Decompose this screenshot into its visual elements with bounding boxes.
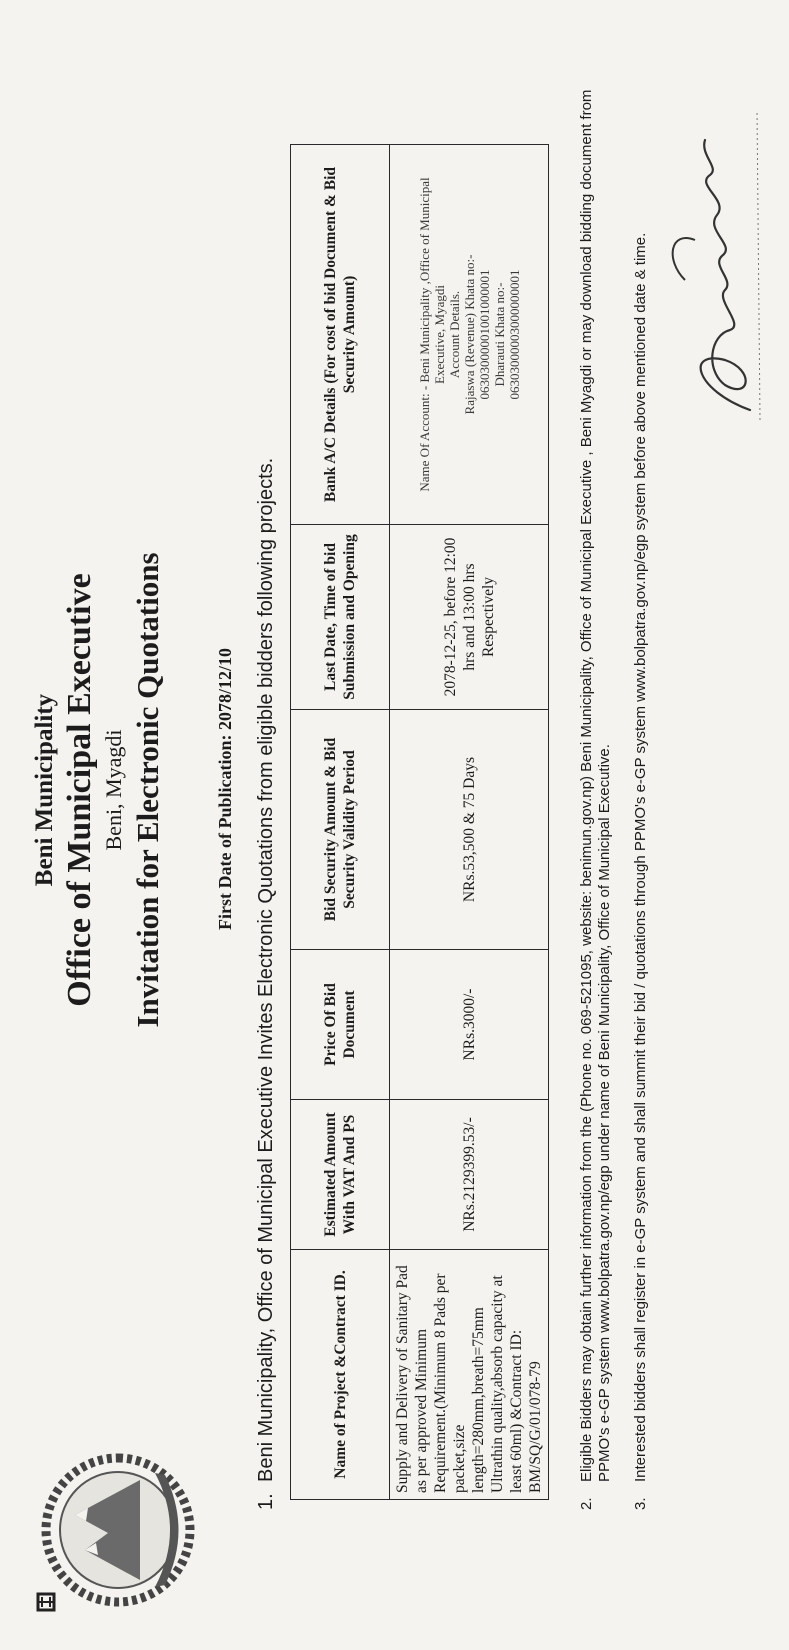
publication-date: First Date of Publication: 2078/12/10	[215, 648, 235, 930]
notice-header	[30, 490, 168, 1090]
cell-estimate: NRs.2129399.53/-	[390, 1100, 549, 1250]
cell-project: Supply and Delivery of Sanitary Pad as per approved Minimum Requirement.(Minimum 8 Pads per packet,size length=280mm,breath=75mm Ultrathin quality,absorb capacity at least 60ml) &Contract ID: BM/SQ/G/01/078-79	[390, 1250, 549, 1500]
list-number: 2.	[578, 1497, 595, 1510]
notice-title: Invitation for Electronic Quotations	[130, 552, 165, 1028]
bank-account-details: Account Details.	[446, 290, 462, 379]
cell-security: NRs.53,500 & 75 Days	[390, 710, 549, 950]
bank-revenue-label: Rajaswa (Revenue) Khata no:-	[461, 254, 477, 415]
nepal-emblem-icon	[20, 1435, 210, 1625]
table-row	[390, 145, 549, 1500]
bank-deposit-label: Dharauti Khata no:-	[491, 282, 507, 387]
list-number: 3.	[632, 1497, 649, 1510]
list-number: 1.	[255, 1493, 277, 1510]
municipality-name: Beni Municipality	[31, 693, 58, 887]
signature-icon	[655, 100, 770, 430]
office-location: Beni, Myagdi	[101, 729, 126, 851]
quotation-table	[290, 144, 549, 1500]
cell-price: NRs.3000/-	[390, 950, 549, 1100]
table-header-row	[291, 145, 390, 1500]
list-item-2	[578, 20, 614, 1510]
list-text: Interested bidders shall register in e-GP system and shall summit their bid / quotations through PPMO's e-GP system www.bolpatra.gov.np/egp system before above mentioned date & time.	[632, 232, 649, 1482]
cell-bank	[390, 145, 549, 525]
header-price: Price Of Bid Document	[291, 950, 390, 1100]
list-text: Eligible Bidders may obtain further information from the (Phone no. 069-521095, website: benimun.gov.np) Beni Municipality, Office of Municipal Executive , Beni Myagdi or may download bidding document from PPMO's e-GP system www.bolpatra.gov.np/egp under name of Beni Municipality, Office of Municipal Executive.	[578, 89, 613, 1482]
cell-lastdate: 2078-12-25, before 12:00 hrs and 13:00 hrs Respectively	[390, 525, 549, 710]
bank-revenue-number: 06303000001001000001	[476, 269, 492, 400]
bank-account-name: Name Of Account: - Beni Municipality ,Office of Municipal Executive, Myagdi	[416, 177, 447, 492]
header-estimate: Estimated Amount With VAT And PS	[291, 1100, 390, 1250]
header-lastdate: Last Date, Time of bid Submission and Opening	[291, 525, 390, 710]
bank-deposit-number: 06303000003000000001	[506, 269, 522, 400]
list-item-1	[255, 458, 278, 1510]
list-item-3	[632, 20, 650, 1510]
header-security: Bid Security Amount & Bid Security Validity Period	[291, 710, 390, 950]
office-name: Office of Municipal Executive	[61, 573, 98, 1007]
list-text: Beni Municipality, Office of Municipal Executive Invites Electronic Quotations from eligible bidders following projects.	[255, 457, 277, 1482]
header-bank: Bank A/C Details (For cost of bid Document & Bid Security Amount)	[291, 145, 390, 525]
header-project: Name of Project &Contract ID.	[291, 1250, 390, 1500]
